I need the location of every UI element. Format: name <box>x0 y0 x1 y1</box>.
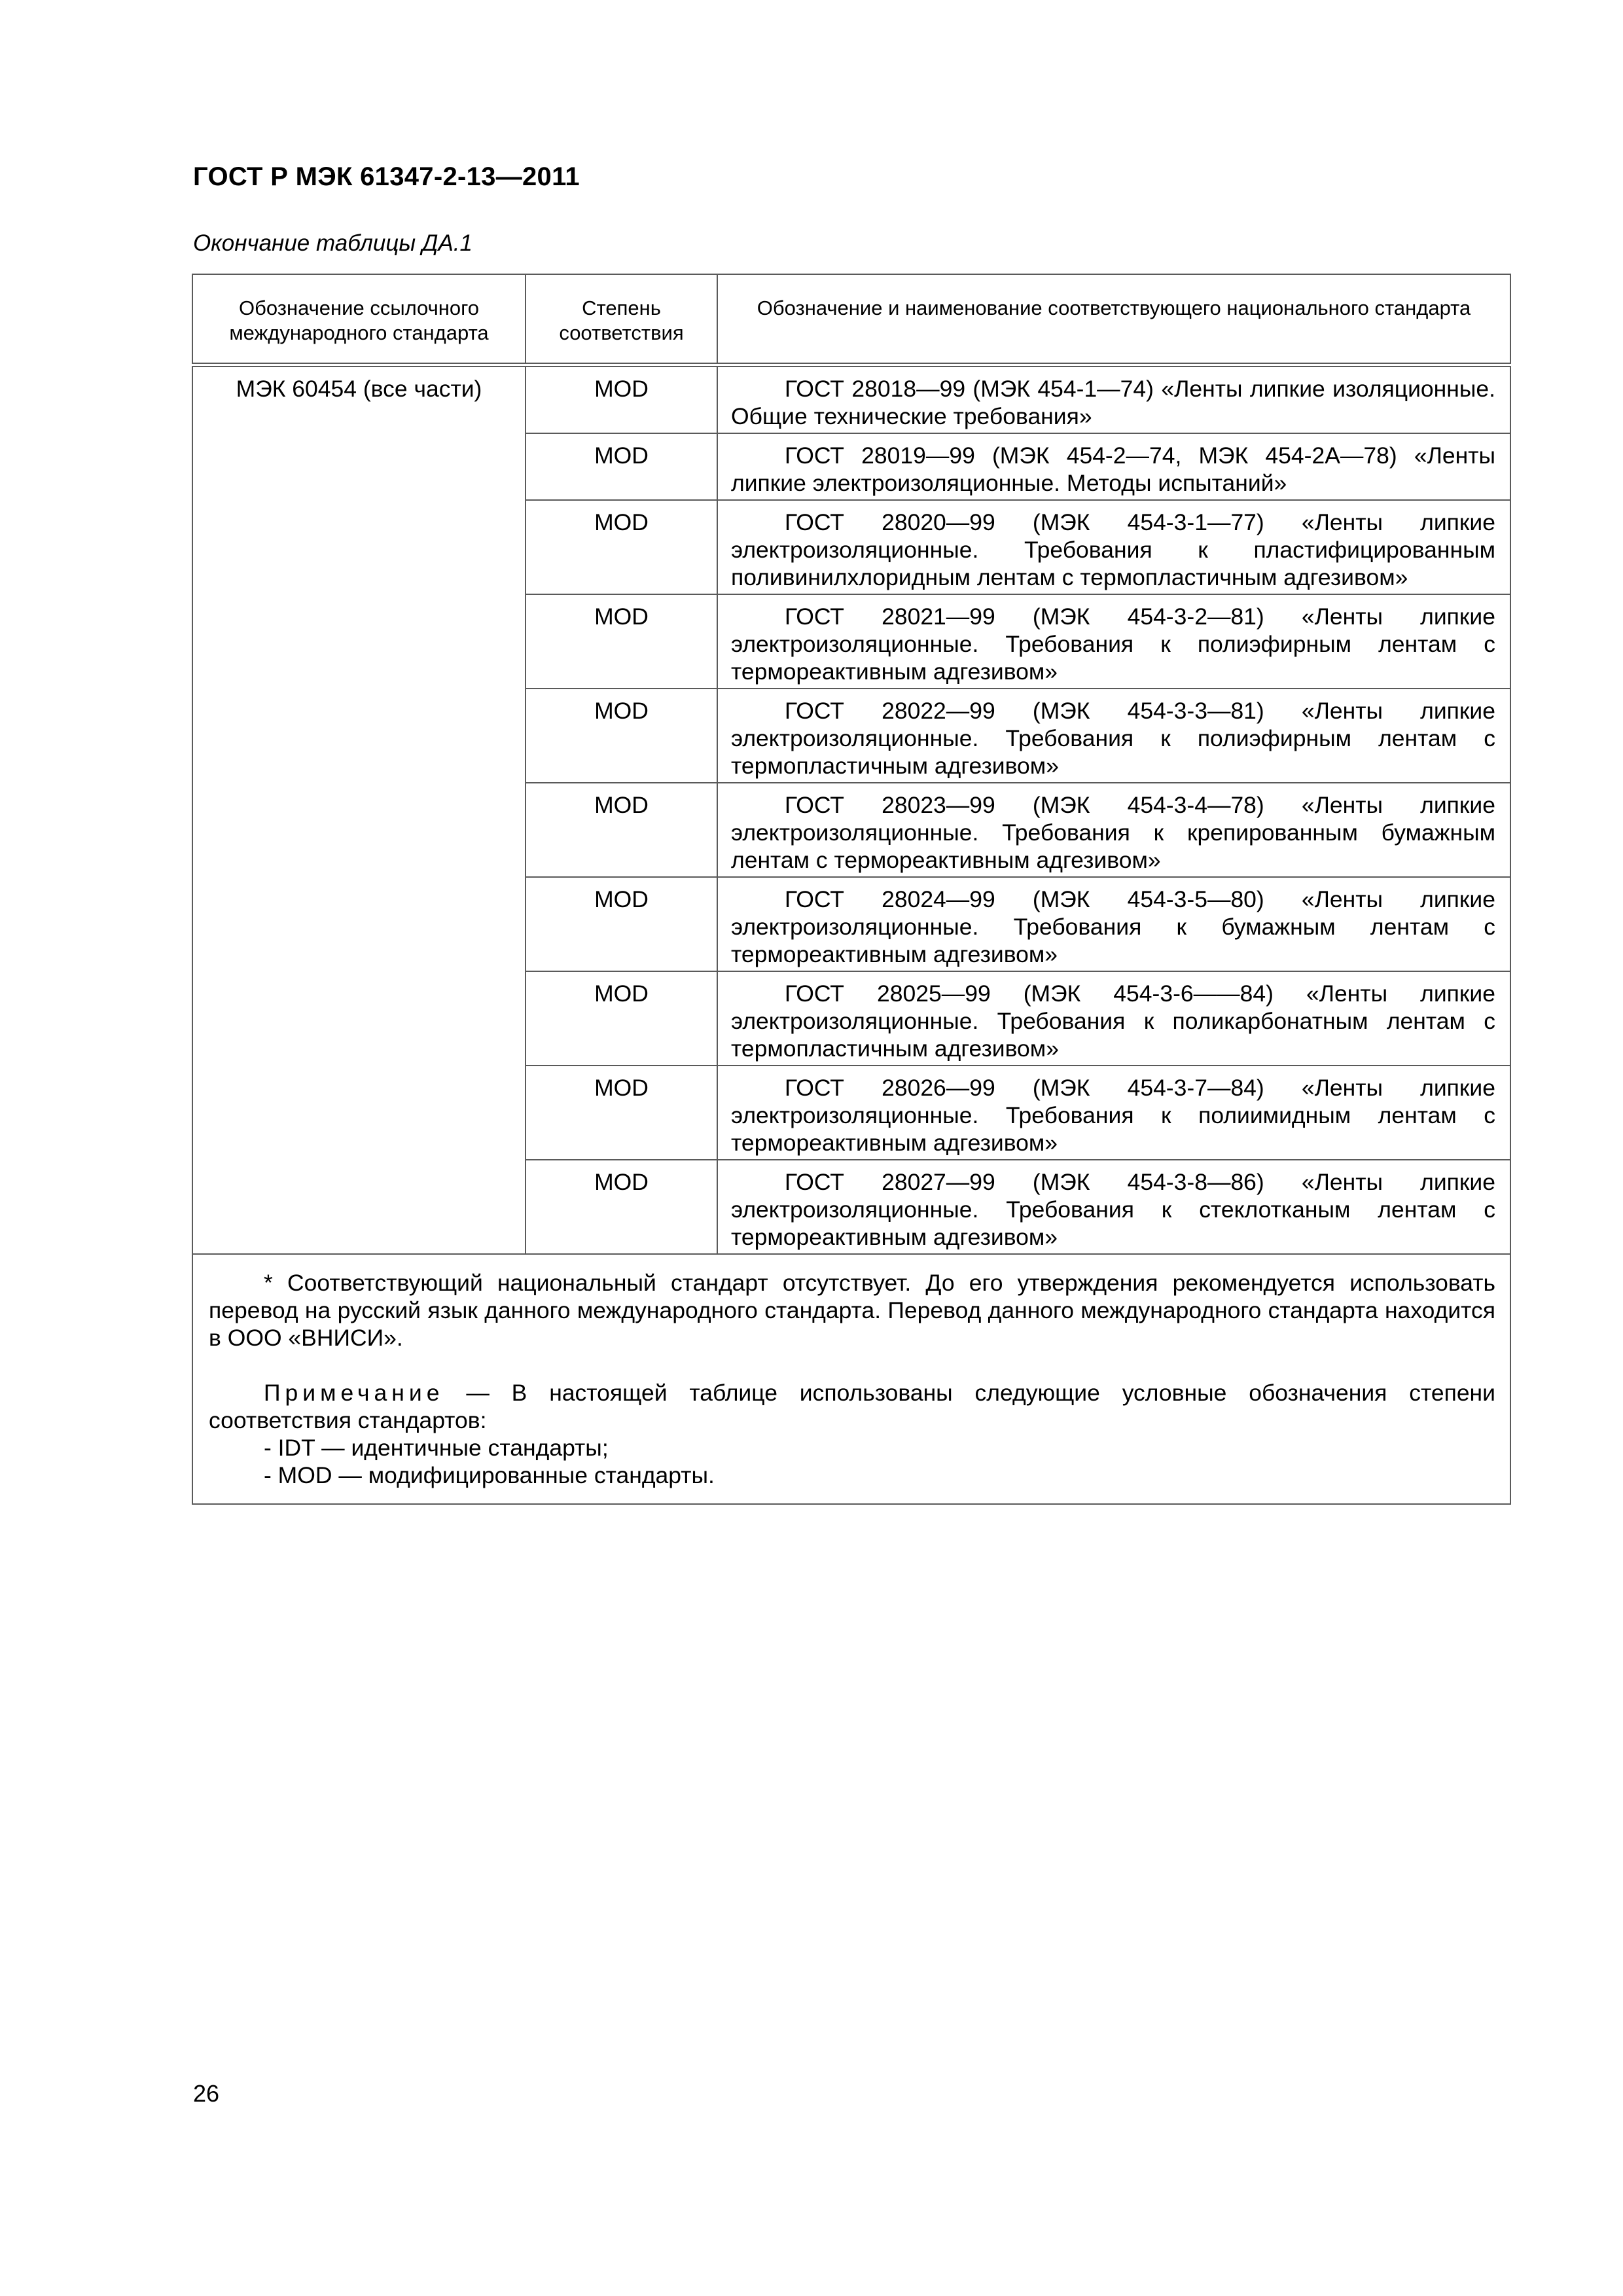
table-row <box>192 365 1510 434</box>
note-paragraph <box>209 1379 1495 1434</box>
national-standard-cell: ГОСТ 28018—99 (МЭК 454-1—74) «Ленты липкие изоляционные. Общие технические требования» <box>717 365 1510 434</box>
table-body <box>192 365 1510 1255</box>
table-footer-cell <box>192 1254 1510 1504</box>
column-header-reference-standard: Обозначение ссылочного международного стандарта <box>192 274 526 365</box>
degree-cell: MOD <box>526 594 717 689</box>
reference-standard-cell: МЭК 60454 (все части) <box>192 365 526 1255</box>
degree-cell: MOD <box>526 1066 717 1160</box>
correspondence-table <box>192 274 1511 1505</box>
table-footer-row <box>192 1254 1510 1504</box>
national-standard-cell: ГОСТ 28023—99 (МЭК 454-3-4—78) «Ленты липкие электроизоляционные. Требования к крепированным бумажным лентам с термореактивным адгезивом» <box>717 783 1510 877</box>
national-standard-cell: ГОСТ 28026—99 (МЭК 454-3-7—84) «Ленты липкие электроизоляционные. Требования к полиимидным лентам с термореактивным адгезивом» <box>717 1066 1510 1160</box>
degree-cell: MOD <box>526 689 717 783</box>
national-standard-cell: ГОСТ 28025—99 (МЭК 454-3-6——84) «Ленты липкие электроизоляционные. Требования к поликарбонатным лентам с термопластичным адгезивом» <box>717 971 1510 1066</box>
column-header-national-standard: Обозначение и наименование соответствующего национального стандарта <box>717 274 1510 365</box>
degree-cell: MOD <box>526 971 717 1066</box>
page-number: 26 <box>193 2080 220 2107</box>
note-item-mod: - MOD — модифицированные стандарты. <box>264 1462 715 1488</box>
degree-cell: MOD <box>526 500 717 594</box>
document-code-header: ГОСТ Р МЭК 61347-2-13—2011 <box>193 162 580 191</box>
table-header-row <box>192 274 1510 365</box>
note-item-idt: - IDT — идентичные стандарты; <box>264 1435 609 1461</box>
national-standard-cell: ГОСТ 28027—99 (МЭК 454-3-8—86) «Ленты липкие электроизоляционные. Требования к стеклотканым лентам с термореактивным адгезивом» <box>717 1160 1510 1254</box>
note-text: — В настоящей таблице использованы следующие условные обозначения степени соответствия стандартов: <box>209 1380 1495 1433</box>
national-standard-cell: ГОСТ 28020—99 (МЭК 454-3-1—77) «Ленты липкие электроизоляционные. Требования к пластифицированным поливинилхлоридным лентам с термопластичным адгезивом» <box>717 500 1510 594</box>
national-standard-cell: ГОСТ 28024—99 (МЭК 454-3-5—80) «Ленты липкие электроизоляционные. Требования к бумажным лентам с термореактивным адгезивом» <box>717 877 1510 971</box>
degree-cell: MOD <box>526 1160 717 1254</box>
column-header-degree-of-correspondence: Степень соответствия <box>526 274 717 365</box>
degree-cell: MOD <box>526 365 717 434</box>
note-label: Примечание <box>264 1380 444 1406</box>
footnote-text: * Соответствующий национальный стандарт отсутствует. До его утверждения рекомендуется использовать перевод на русский язык данного международного стандарта. Перевод данного международного стандарта находится в ООО «ВНИСИ». <box>209 1270 1495 1351</box>
degree-cell: MOD <box>526 783 717 877</box>
degree-cell: MOD <box>526 433 717 500</box>
national-standard-cell: ГОСТ 28021—99 (МЭК 454-3-2—81) «Ленты липкие электроизоляционные. Требования к полиэфирным лентам с термореактивным адгезивом» <box>717 594 1510 689</box>
national-standard-cell: ГОСТ 28019—99 (МЭК 454-2—74, МЭК 454-2А—78) «Ленты липкие электроизоляционные. Методы испытаний» <box>717 433 1510 500</box>
national-standard-cell: ГОСТ 28022—99 (МЭК 454-3-3—81) «Ленты липкие электроизоляционные. Требования к полиэфирным лентам с термопластичным адгезивом» <box>717 689 1510 783</box>
table-caption: Окончание таблицы ДА.1 <box>193 230 473 256</box>
degree-cell: MOD <box>526 877 717 971</box>
